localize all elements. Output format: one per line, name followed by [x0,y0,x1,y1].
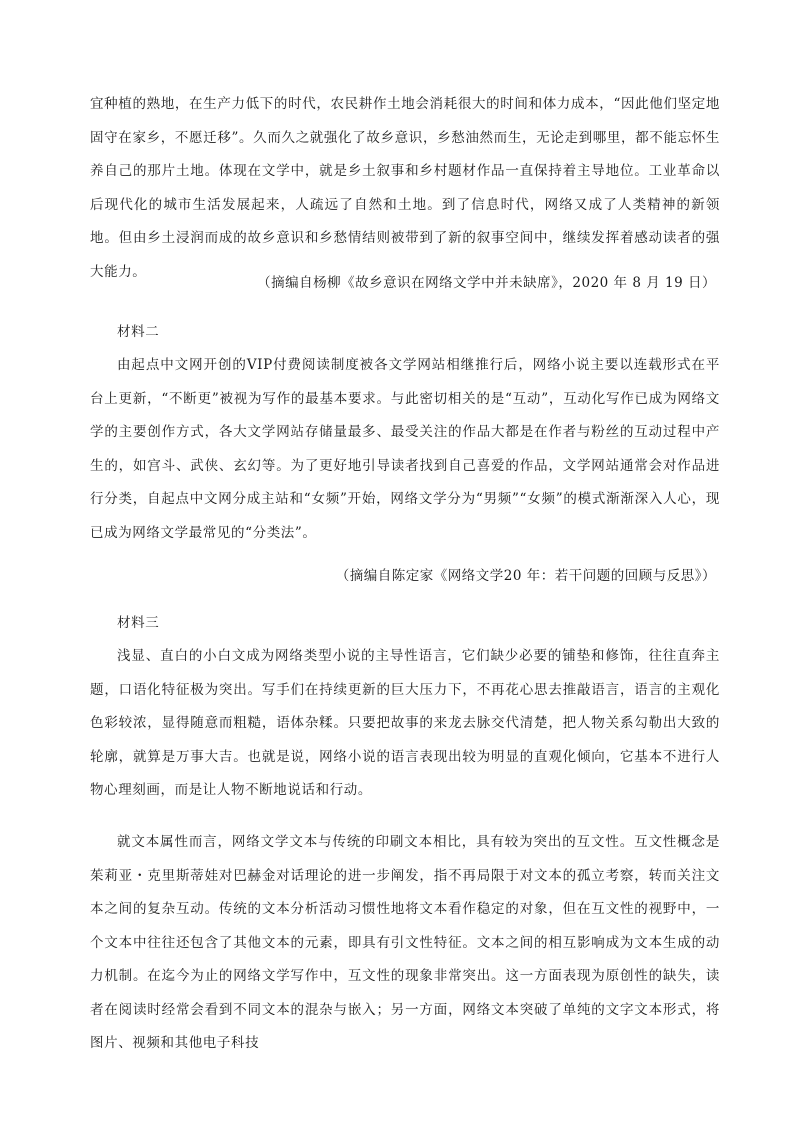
material1-source: （摘编自杨柳《故乡意识在网络文学中并未缺席》，2020 年 8 月 19 日） [257,275,716,291]
material2-heading: 材料二 [117,324,160,340]
material3-heading: 材料三 [117,615,160,631]
material2-source: （摘编自陈定家《网络文学20 年：若干问题的回顾与反思》） [335,568,716,584]
material3-paragraph-1: 浅显、直白的小白文成为网络类型小说的主导性语言，它们缺少必要的铺垫和修饰，往往直奔主题，口语化特征极为突出。写手们在持续更新的巨大压力下，不再花心思去推敲语言，语言的主观化色彩较浓，显得随意而粗糙，语体杂糅。只要把故事的来龙去脉交代清楚，把人物关系勾勒出大致的轮廓，就算是万事大吉。也就是说，网络小说的语言表现出较为明显的直观化倾向，它基本不进行人物心理刻画，而是让人物不断地说话和行动。 [90,648,720,798]
material3-paragraph-2: 就文本属性而言，网络文学文本与传统的印刷文本相比，具有较为突出的互文性。互文性概念是茱莉亚・克里斯蒂娃对巴赫金对话理论的进一步阐发，指不再局限于对文本的孤立考察，转而关注文本之间的复杂互动。传统的文本分析活动习惯性地将文本看作稳定的对象，但在互文性的视野中，一个文本中往往还包含了其他文本的元素，即具有引文性特征。文本之间的相互影响成为文本生成的动力机制。在迄今为止的网络文学写作中，互文性的现象非常突出。这一方面表现为原创性的缺失，读者在阅读时经常会看到不同文本的混杂与嵌入；另一方面，网络文本突破了单纯的文字文本形式，将图片、视频和其他电子科技 [90,834,720,1051]
material2-paragraph: 由起点中文网开创的VIP付费阅读制度被各文学网站相继推行后，网络小说主要以连载形式在平台上更新，“不断更”被视为写作的最基本要求。与此密切相关的是“互动”，互动化写作已成为网络文学的主要创作方式，各大文学网站存储量最多、最受关注的作品大都是在作者与粉丝的互动过程中产生的，如宫斗、武侠、玄幻等。为了更好地引导读者找到自己喜爱的作品，文学网站通常会对作品进行分类，自起点中文网分成主站和“女频”开始，网络文学分为“男频”“女频”的模式渐渐深入人心，现已成为网络文学最常见的“分类法”。 [90,357,720,541]
material1-paragraph: 宜种植的熟地，在生产力低下的时代，农民耕作土地会消耗很大的时间和体力成本，“因此他们坚定地固守在家乡，不愿迁移”。久而久之就强化了故乡意识，乡愁油然而生，无论走到哪里，都不能忘怀生养自己的那片土地。体现在文学中，就是乡土叙事和乡村题材作品一直保持着主导地位。工业革命以后现代化的城市生活发展起来，人疏远了自然和土地。到了信息时代，网络又成了人类精神的新领地。但由乡土浸润而成的故乡意识和乡愁情结则被带到了新的叙事空间中，继续发挥着感动读者的强大能力。 [90,96,720,280]
